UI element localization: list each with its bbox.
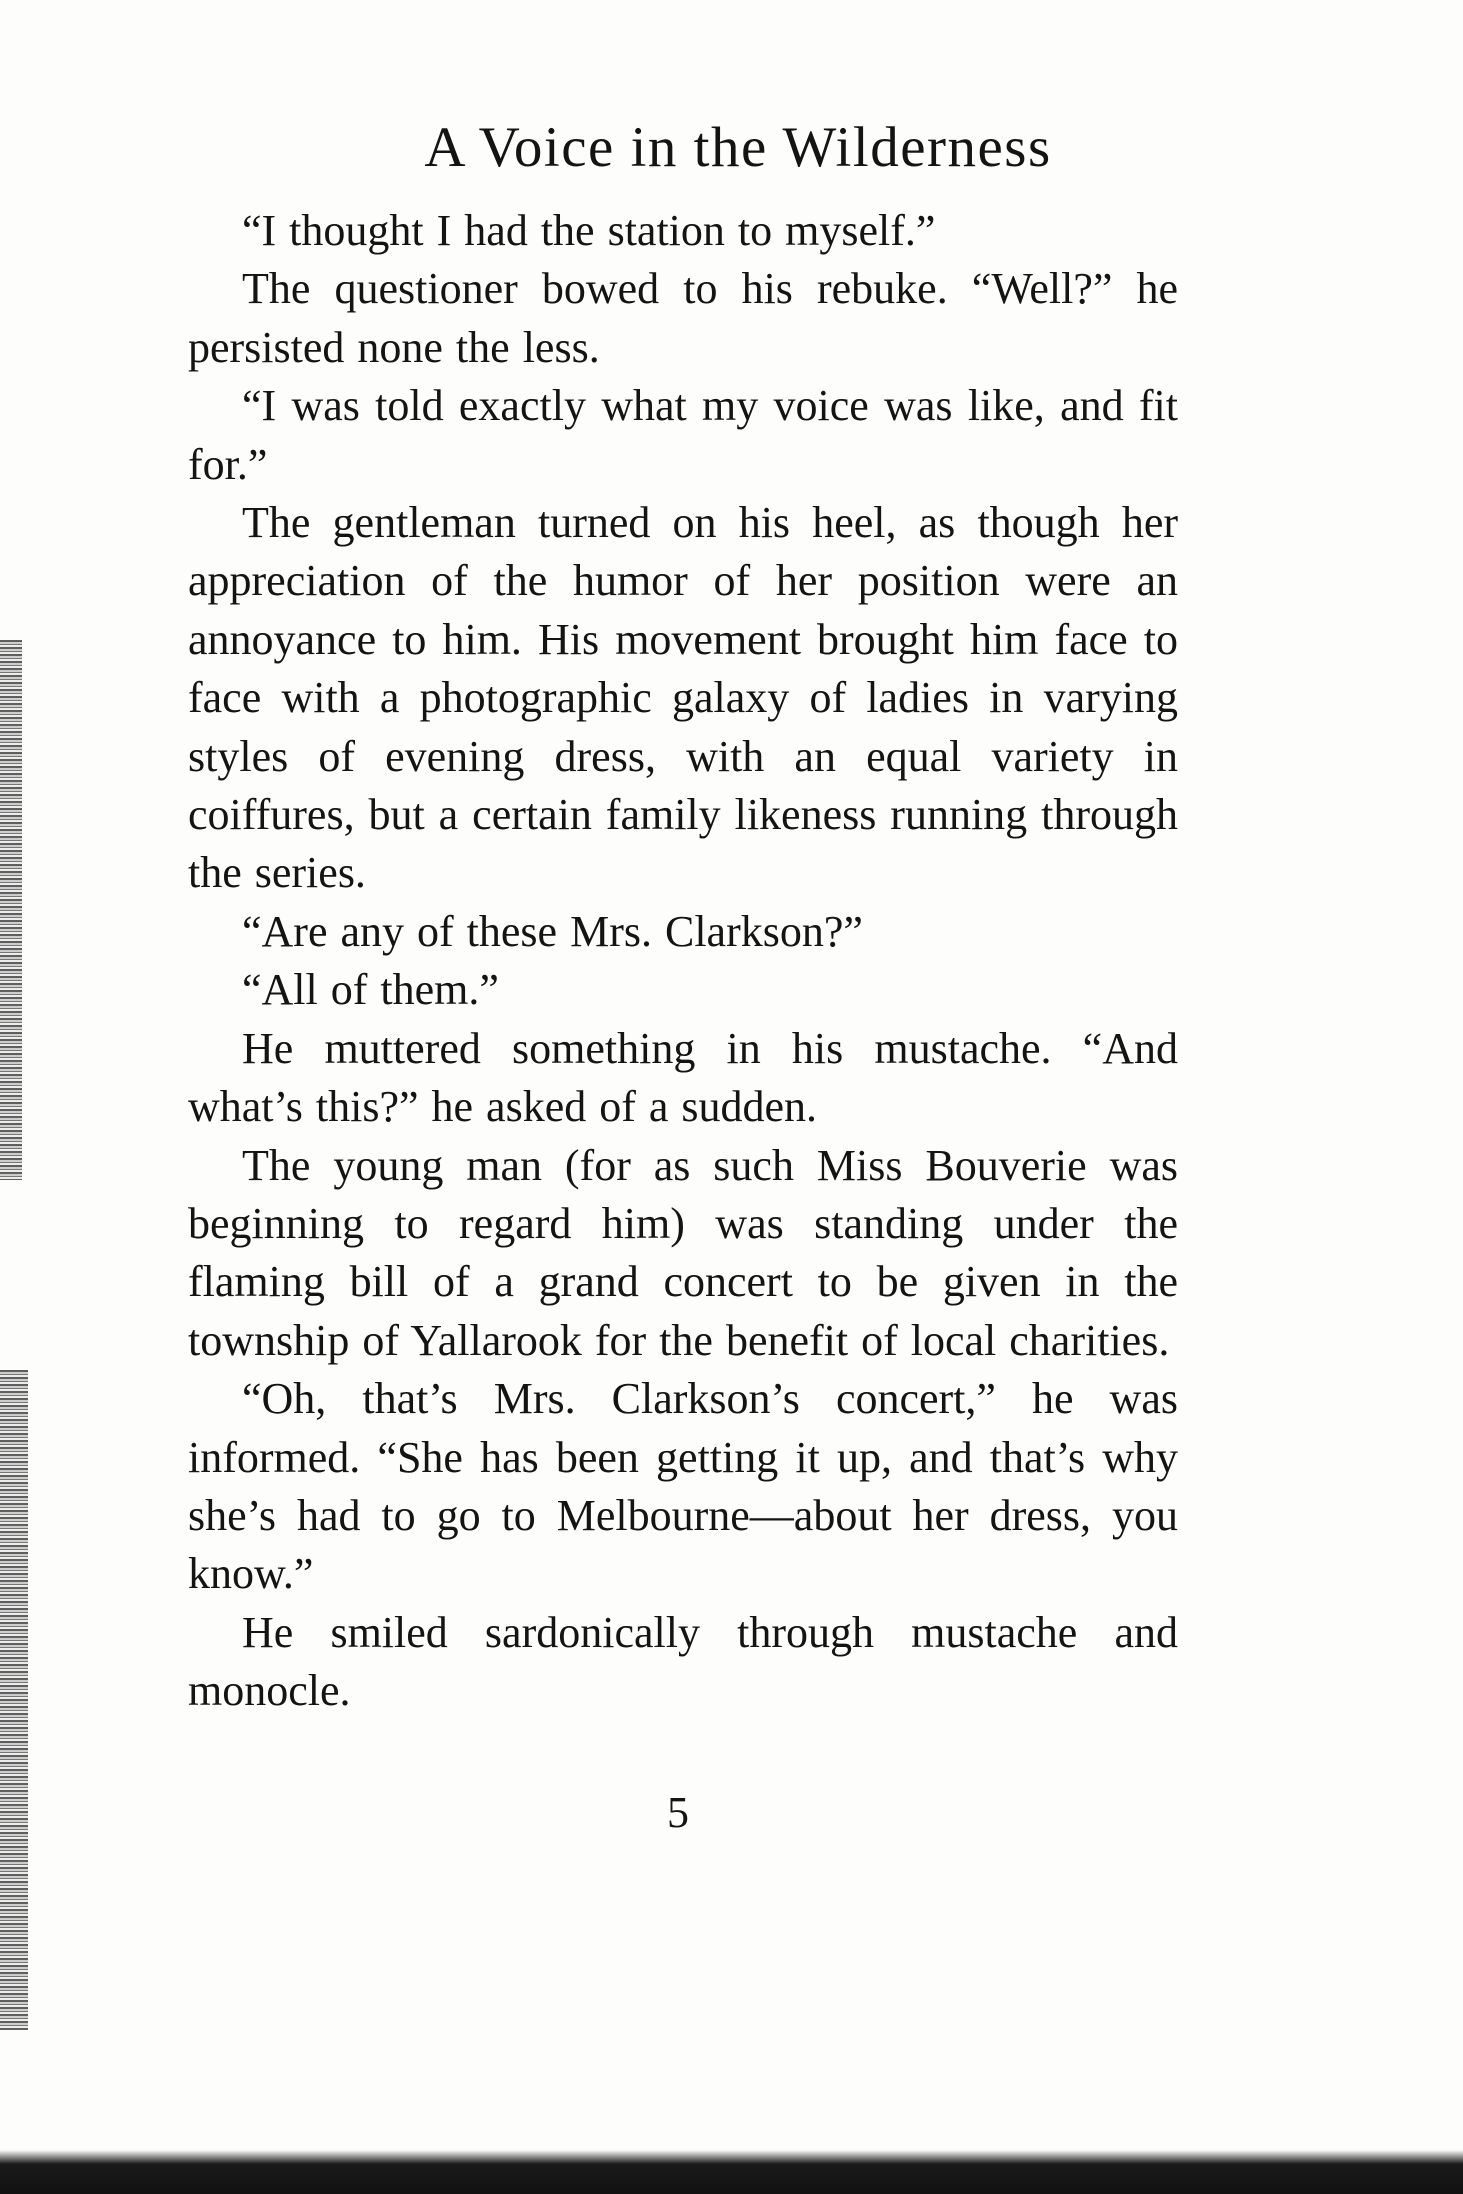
page-bottom-shadow [0, 2150, 1463, 2194]
running-head: A Voice in the Wilderness [424, 116, 1052, 179]
binding-edge-mark [0, 1370, 28, 2030]
paragraph: The young man (for as such Miss Bouverie was beginning to regard him) was standing under the flaming bill of a grand concert to be given in the township of Yallarook for the benefit of local charities. [188, 1140, 1178, 1365]
paragraph: “I thought I had the station to myself.” [242, 206, 936, 255]
paragraph: “Oh, that’s Mrs. Clarkson’s concert,” he was informed. “She has been getting it up, and that’s why she’s had to go to Melbourne—about her dress, you know.” [188, 1374, 1178, 1599]
paragraph: The questioner bowed to his rebuke. “Well?” he persisted none the less. [188, 264, 1178, 372]
binding-edge-mark [0, 640, 22, 1180]
paragraph: “I was told exactly what my voice was like, and fit for.” [188, 381, 1178, 489]
paragraph: “All of them.” [242, 965, 499, 1015]
paragraph: He muttered something in his mustache. “And what’s this?” he asked of a sudden. [188, 1023, 1178, 1132]
page-number: 5 [667, 1788, 689, 1837]
body-text [188, 202, 1178, 1721]
paragraph: He smiled sardonically through mustache and monocle. [188, 1607, 1178, 1716]
paragraph: The gentleman turned on his heel, as though her appreciation of the humor of her position were an annoyance to him. His movement brought him face to face with a photographic galaxy of ladies in varying styles of evening dress, with an equal variety in coiffures, but a certain family likeness running through the series. [188, 498, 1178, 898]
paragraph: “Are any of these Mrs. Clarkson?” [242, 906, 863, 956]
